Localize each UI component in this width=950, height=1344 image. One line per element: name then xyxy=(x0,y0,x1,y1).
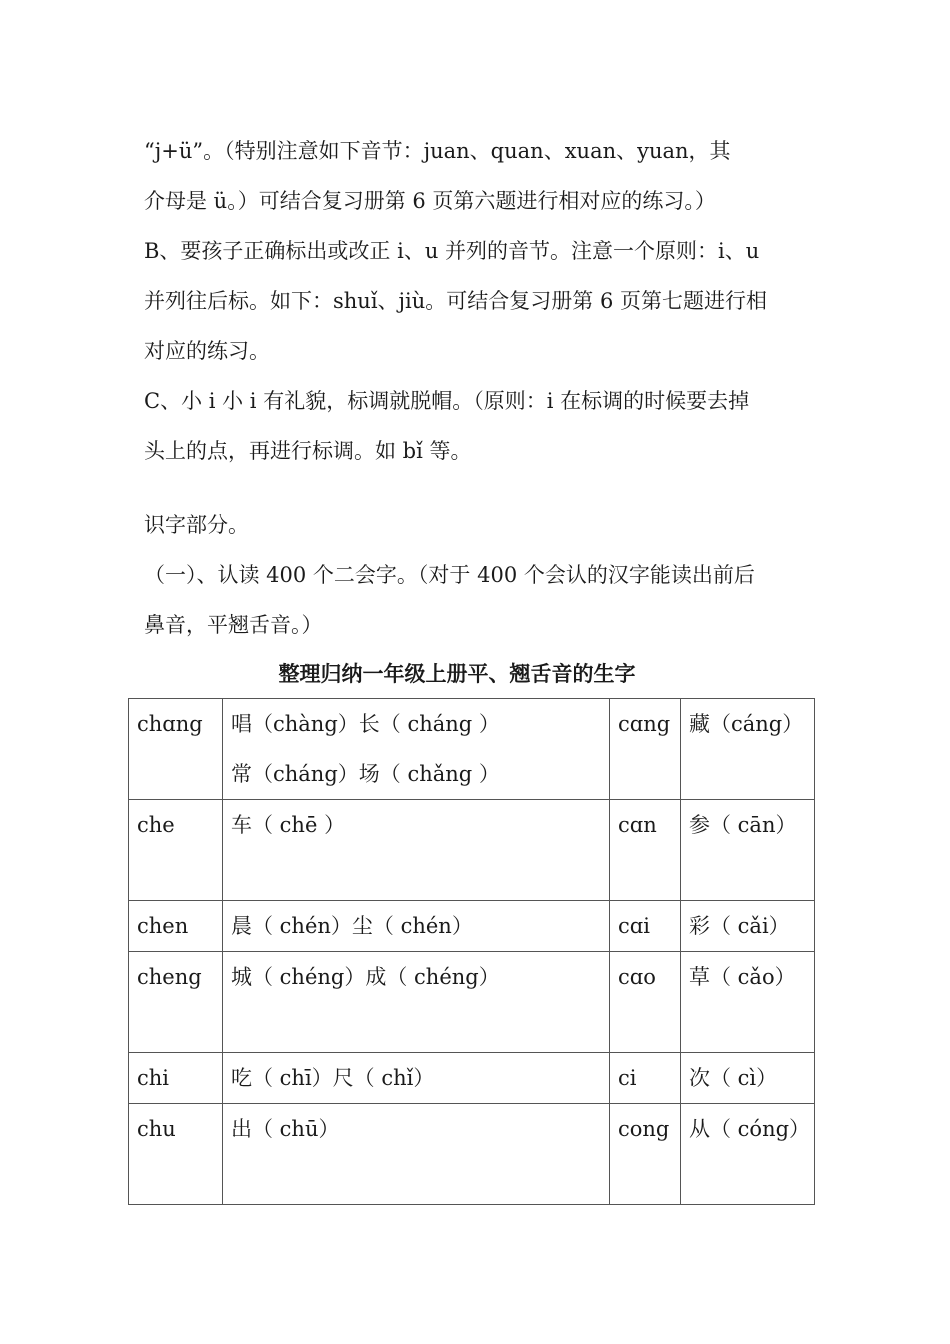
pinyin-cell: che xyxy=(129,800,223,901)
pinyin-cell: cong xyxy=(610,1104,681,1205)
table-row xyxy=(129,901,815,952)
pinyin-cell: cheng xyxy=(129,952,223,1053)
paragraph-line: （一）、认读 400 个二会字。（对于 400 个会认的汉字能读出前后 xyxy=(144,563,755,587)
characters-cell: 吃（ chī）尺（ chǐ） xyxy=(223,1053,610,1104)
section-heading: 识字部分。 xyxy=(144,513,249,537)
paragraph-line: C、小 i 小 i 有礼貌，标调就脱帽。（原则：i 在标调的时候要去掉 xyxy=(144,389,750,413)
characters-cell: 晨（ chén）尘（ chén） xyxy=(223,901,610,952)
pinyin-cell: cɑo xyxy=(610,952,681,1053)
pinyin-cell: chi xyxy=(129,1053,223,1104)
pinyin-table xyxy=(128,698,815,1205)
characters-cell: 城（ chéng）成（ chéng） xyxy=(223,952,610,1053)
table-row xyxy=(129,1104,815,1205)
paragraph-line: 介母是 ü。）可结合复习册第 6 页第六题进行相对应的练习。） xyxy=(144,189,716,213)
characters-cell: 唱（chàng）长（ cháng ） 常（cháng）场（ chǎng ） xyxy=(223,699,610,800)
paragraph-line: 对应的练习。 xyxy=(144,339,270,363)
table-row xyxy=(129,952,815,1053)
characters-cell: 车（ chē ） xyxy=(223,800,610,901)
characters-cell: 藏（cáng） xyxy=(681,699,815,800)
characters-cell: 草（ cǎo） xyxy=(681,952,815,1053)
paragraph-line: 头上的点，再进行标调。如 bǐ 等。 xyxy=(144,439,472,463)
characters-cell: 出（ chū） xyxy=(223,1104,610,1205)
paragraph-line: 鼻音，平翘舌音。） xyxy=(144,613,323,637)
pinyin-cell: ci xyxy=(610,1053,681,1104)
table-row xyxy=(129,699,815,800)
pinyin-cell: chɑng xyxy=(129,699,223,800)
pinyin-cell: chen xyxy=(129,901,223,952)
table-row xyxy=(129,1053,815,1104)
table-row xyxy=(129,800,815,901)
paragraph-line: B、要孩子正确标出或改正 i、u 并列的音节。注意一个原则：i、u xyxy=(144,239,760,263)
characters-cell: 次（ cì） xyxy=(681,1053,815,1104)
pinyin-cell: cɑn xyxy=(610,800,681,901)
characters-cell: 从（ cóng） xyxy=(681,1104,815,1205)
pinyin-cell: chu xyxy=(129,1104,223,1205)
pinyin-cell: cɑi xyxy=(610,901,681,952)
characters-cell: 参（ cān） xyxy=(681,800,815,901)
paragraph-line: “j+ü”。（特别注意如下音节：juan、quan、xuan、yuan，其 xyxy=(144,139,731,163)
table-title: 整理归纳一年级上册平、翘舌音的生字 xyxy=(278,661,636,686)
paragraph-line: 并列往后标。如下：shuǐ、jiù。可结合复习册第 6 页第七题进行相 xyxy=(144,289,768,313)
characters-cell: 彩（ cǎi） xyxy=(681,901,815,952)
pinyin-cell: cɑng xyxy=(610,699,681,800)
